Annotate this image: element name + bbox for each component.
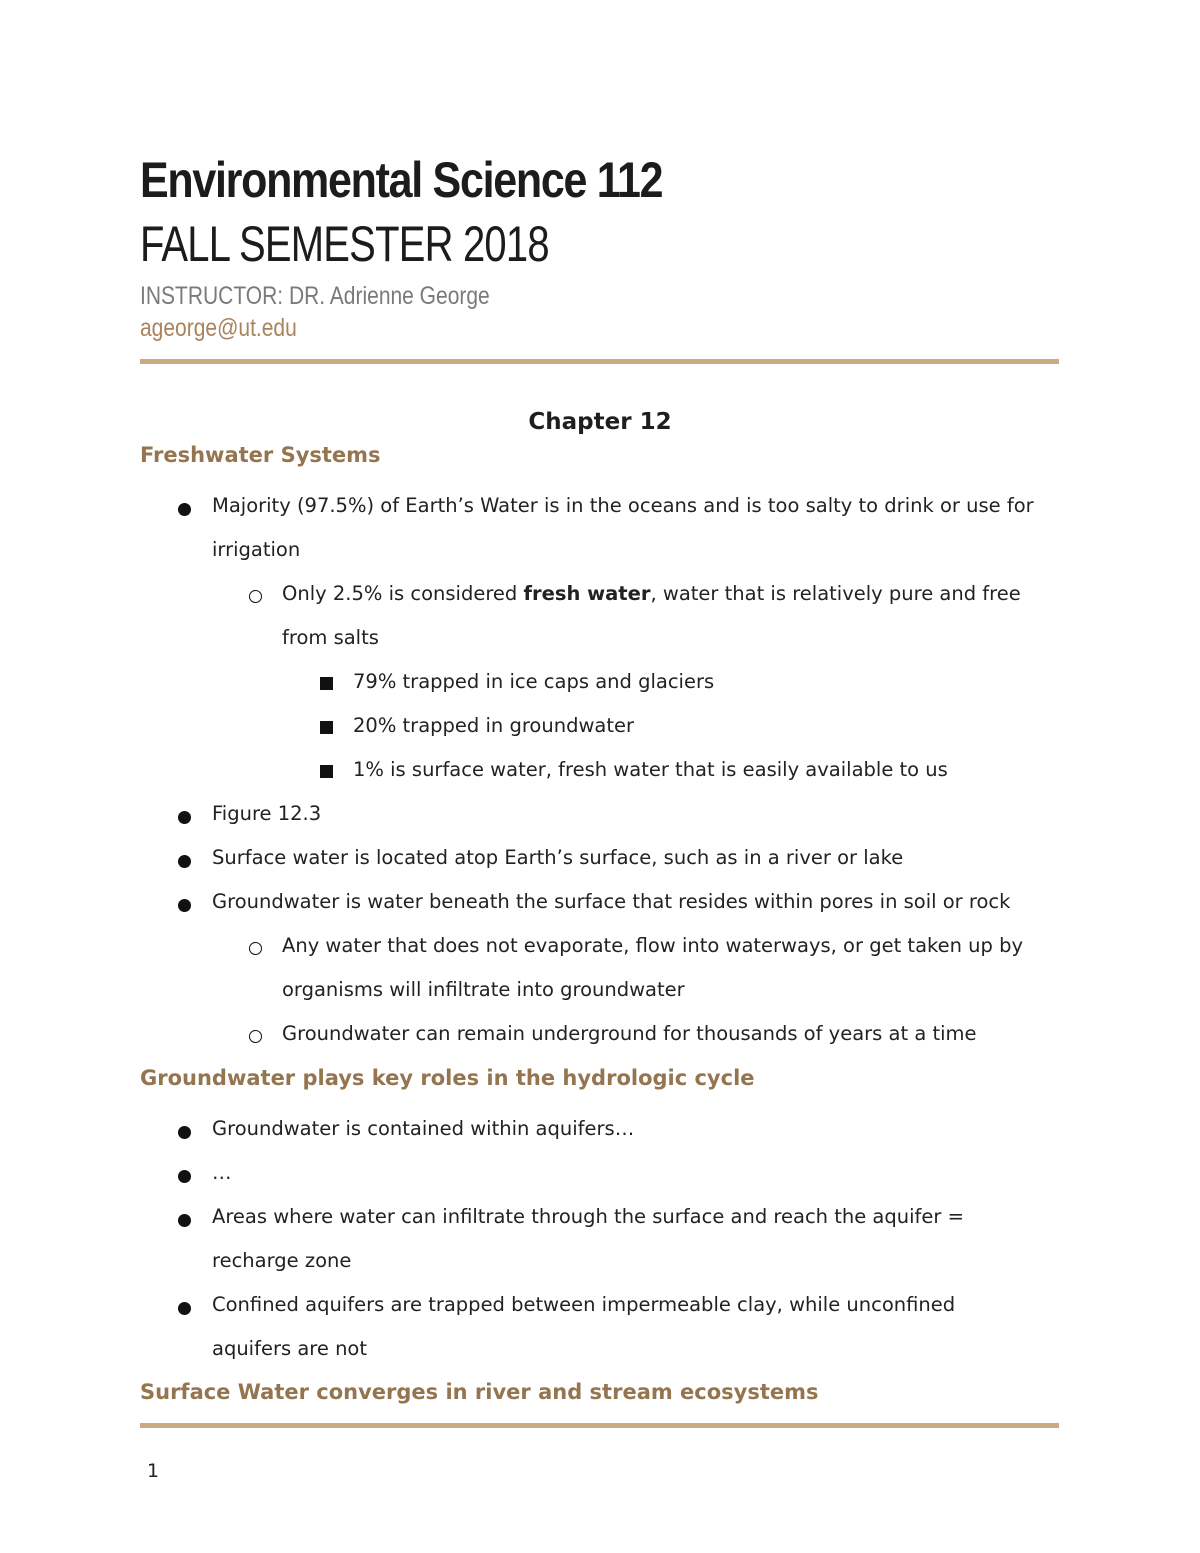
fresh-water-pre: Only 2.5% is considered bbox=[282, 582, 524, 605]
list-item-continued: irrigation bbox=[212, 538, 301, 561]
bullet-disc-icon bbox=[178, 855, 191, 868]
list-item: Groundwater is contained within aquifers… bbox=[212, 1117, 635, 1140]
list-item: Majority (97.5%) of Earth’s Water is in the oceans and is too salty to drink or use for bbox=[212, 494, 1034, 517]
bullet-circle-icon bbox=[249, 590, 262, 603]
section-heading-surface-water: Surface Water converges in river and stream ecosystems bbox=[140, 1380, 819, 1404]
list-item-continued: from salts bbox=[282, 626, 379, 649]
fresh-water-post: , water that is relatively pure and free bbox=[650, 582, 1021, 605]
bullet-disc-icon bbox=[178, 811, 191, 824]
bullet-disc-icon bbox=[178, 899, 191, 912]
bullet-square-icon bbox=[320, 677, 333, 690]
page-number: 1 bbox=[147, 1460, 160, 1482]
list-item: Surface water is located atop Earth’s surface, such as in a river or lake bbox=[212, 846, 904, 869]
header-divider bbox=[140, 359, 1059, 364]
section-heading-freshwater: Freshwater Systems bbox=[140, 443, 381, 467]
list-item-continued: recharge zone bbox=[212, 1249, 352, 1272]
bullet-disc-icon bbox=[178, 1126, 191, 1139]
list-item: Confined aquifers are trapped between impermeable clay, while unconfined bbox=[212, 1293, 956, 1316]
list-item: Figure 12.3 bbox=[212, 802, 322, 825]
fresh-water-term: fresh water bbox=[523, 582, 651, 605]
list-item: Groundwater can remain underground for thousands of years at a time bbox=[282, 1022, 977, 1045]
list-item-continued: aquifers are not bbox=[212, 1337, 368, 1360]
list-item: 79% trapped in ice caps and glaciers bbox=[353, 670, 715, 693]
chapter-title: Chapter 12 bbox=[528, 409, 672, 435]
course-title: Environmental Science 112 bbox=[140, 152, 663, 208]
bullet-disc-icon bbox=[178, 503, 191, 516]
list-item: Groundwater is water beneath the surface that resides within pores in soil or rock bbox=[212, 890, 1011, 913]
bullet-disc-icon bbox=[178, 1170, 191, 1183]
section-heading-groundwater: Groundwater plays key roles in the hydrologic cycle bbox=[140, 1066, 755, 1090]
list-item-continued: organisms will infiltrate into groundwater bbox=[282, 978, 685, 1001]
instructor-email[interactable]: ageorge@ut.edu bbox=[140, 314, 297, 342]
bullet-disc-icon bbox=[178, 1214, 191, 1227]
list-item: … bbox=[212, 1161, 232, 1184]
list-item: Areas where water can infiltrate through the surface and reach the aquifer = bbox=[212, 1205, 964, 1228]
semester-title: FALL SEMESTER 2018 bbox=[140, 216, 549, 272]
list-item-fresh-water bbox=[282, 572, 1021, 616]
instructor-name: INSTRUCTOR: DR. Adrienne George bbox=[140, 282, 490, 310]
bullet-circle-icon bbox=[249, 1030, 262, 1043]
list-item: 1% is surface water, fresh water that is easily available to us bbox=[353, 758, 948, 781]
bullet-square-icon bbox=[320, 765, 333, 778]
list-item: 20% trapped in groundwater bbox=[353, 714, 635, 737]
bullet-disc-icon bbox=[178, 1302, 191, 1315]
bullet-square-icon bbox=[320, 721, 333, 734]
bullet-circle-icon bbox=[249, 942, 262, 955]
list-item: Any water that does not evaporate, flow into waterways, or get taken up by bbox=[282, 934, 1024, 957]
footer-divider bbox=[140, 1423, 1059, 1428]
